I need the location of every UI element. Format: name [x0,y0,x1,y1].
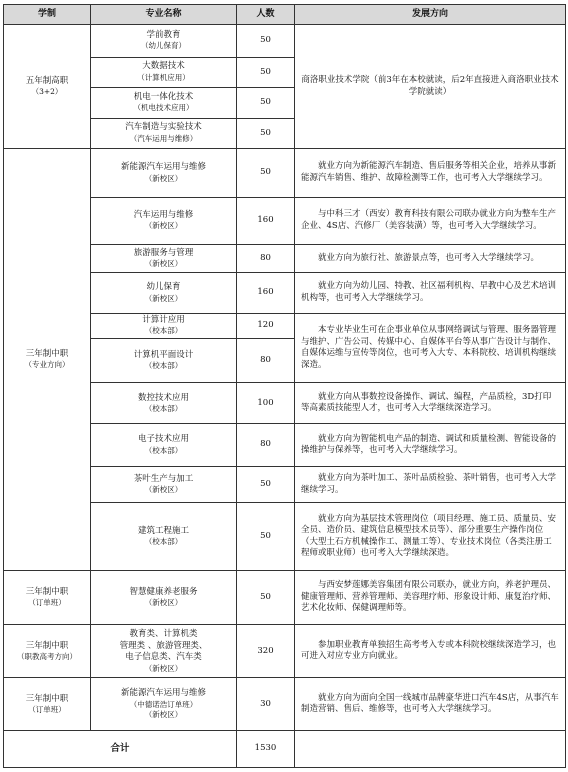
major-cell: 建筑工程施工 （校本部） [91,503,237,570]
count-cell: 160 [237,197,295,244]
enrollment-table [3,4,566,768]
major-cell: 汽车制造与实验技术 （汽车运用与维修） [91,118,237,149]
header-major: 专业名称 [91,5,237,25]
direction-cell: 就业方向为茶叶加工、茶叶品质检验、茶叶销售，也可考入大学继续学习。 [295,466,566,503]
count-cell: 50 [237,466,295,503]
total-direction-empty [295,731,566,768]
system-cell: 三年制中职 （订单班） [4,678,91,731]
count-cell: 50 [237,88,295,119]
count-cell: 320 [237,625,295,678]
total-label: 合计 [4,731,237,768]
system-cell: 三年制中职 （订单班） [4,570,91,625]
table-row [4,678,566,731]
table-row [4,625,566,678]
table-row [4,25,566,58]
major-cell: 幼儿保育 （新校区） [91,273,237,314]
count-cell: 50 [237,570,295,625]
major-cell: 机电一体化技术 （机电技术应用） [91,88,237,119]
major-cell: 大数据技术 （计算机应用） [91,57,237,88]
count-cell: 30 [237,678,295,731]
count-cell: 80 [237,338,295,383]
count-cell: 100 [237,383,295,424]
header-row [4,5,566,25]
direction-cell: 参加职业教育单独招生高考考入专或本科院校继续深造学习，也可进入对应专业方向就业。 [295,625,566,678]
direction-cell: 就业方向为幼儿园、特教、社区福利机构、早教中心及艺术培训机构等，也可考入大学继续学习。 [295,273,566,314]
direction-cell: 就业方向为基层技术管理岗位（项目经理、施工员、质量员、安全员、造价员、建筑信息模型技术员等）、部分重要生产操作岗位（大型土石方机械操作工、测量工等）、专业技术岗位（各类注册工程师或职业师）也可考入大学继续深造。 [295,503,566,570]
count-cell: 50 [237,118,295,149]
direction-cell: 与中科三才（西安）教育科技有限公司联办就业方向为整车生产企业、4S店、汽修厂（美容装潢）等，也可考入大学继续学习。 [295,197,566,244]
total-count: 1530 [237,731,295,768]
direction-cell: 就业方向为新能源汽车制造、售后服务等相关企业，培养从事新能源汽车销售、维护、故障检测等工作，也可考入大学继续学习。 [295,149,566,198]
major-cell: 智慧健康养老服务 （新校区） [91,570,237,625]
direction-cell: 商洛职业技术学院（前3年在本校就读，后2年直接进入商洛职业技术学院就读） [295,25,566,149]
major-cell: 旅游服务与管理 （新校区） [91,244,237,272]
major-cell: 计算计应用 （校本部） [91,313,237,338]
major-cell: 教育类、计算机类 管理类 、旅游管理类、 电子信息类、汽车类 （新校区） [91,625,237,678]
count-cell: 80 [237,244,295,272]
major-cell: 数控技术应用 （校本部） [91,383,237,424]
direction-cell: 就业方向为旅行社、旅游景点等，也可考入大学继续学习。 [295,244,566,272]
header-direction: 发展方向 [295,5,566,25]
count-cell: 50 [237,25,295,58]
table-row [4,149,566,198]
header-system: 学制 [4,5,91,25]
major-cell: 学前教育 （幼儿保育） [91,25,237,58]
major-cell: 新能源汽车运用与维修 （中德诺浩订单班） （新校区） [91,678,237,731]
major-cell: 新能源汽车运用与维修 （新校区） [91,149,237,198]
count-cell: 160 [237,273,295,314]
count-cell: 50 [237,57,295,88]
system-cell: 五年制高职 （3+2） [4,25,91,149]
major-cell: 汽车运用与维修 （新校区） [91,197,237,244]
direction-cell: 就业方向为面向全国一线城市品牌豪华进口汽车4S店，从事汽车制造营销、售后、维修等，也可考入大学继续学习。 [295,678,566,731]
major-cell: 电子技术应用 （校本部） [91,424,237,467]
major-cell: 计算机平面设计 （校本部） [91,338,237,383]
count-cell: 80 [237,424,295,467]
direction-cell: 就业方向从事数控设备操作、调试、编程，产品质检，3D打印等高素质技能型人才，也可考入大学继续深造学习。 [295,383,566,424]
table-row [4,570,566,625]
header-count: 人数 [237,5,295,25]
system-cell: 三年制中职 （职教高考方向） [4,625,91,678]
count-cell: 120 [237,313,295,338]
count-cell: 50 [237,149,295,198]
direction-cell: 就业方向为智能机电产品的制造、调试和质量检测、智能设备的操维护与保养等，也可考入大学继续学习。 [295,424,566,467]
direction-cell: 与西安梦莲娜美容集团有限公司联办，就业方向，养老护理员、健康管理师、营养管理师、美容理疗师、形象设计师、康复治疗师、艺术化妆师、保健调理师等。 [295,570,566,625]
count-cell: 50 [237,503,295,570]
total-row [4,731,566,768]
direction-cell: 本专业毕业生可在企事业单位从事网络调试与管理、服务器管理与维护、广告公司、传媒中心、自媒体平台等从事广告设计与制作、自媒体运维与宣传等岗位，也可考入大专、本科院校、培训机构继续深造。 [295,313,566,383]
system-cell: 三年制中职 （专业方向） [4,149,91,571]
major-cell: 茶叶生产与加工 （新校区） [91,466,237,503]
